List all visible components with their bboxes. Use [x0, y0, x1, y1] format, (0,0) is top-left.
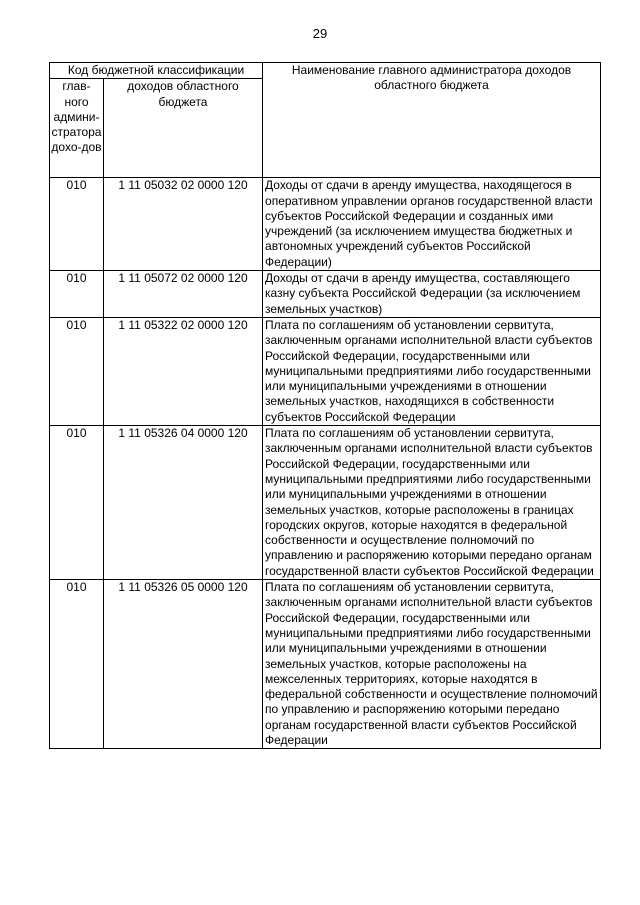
- budget-classification-table: [49, 62, 601, 749]
- regional-budget-income-header: доходов областного бюджета: [104, 79, 263, 178]
- income-code-cell: 1 11 05326 04 0000 120: [104, 426, 263, 580]
- page-number: 29: [312, 26, 328, 41]
- table-row: [50, 426, 601, 580]
- income-name-cell: Плата по соглашениям об установлении сервитута, заключенным органами исполнительной власти субъектов Российской Федерации, государственными или муниципальными предприятиями либо государственными или муниципальными учреждениями в отношении земельных участков, находящихся в собственности субъектов Российской Федерации: [263, 317, 601, 425]
- table-header-row-group: [50, 63, 601, 79]
- administrator-name-header: Наименование главного администратора доходов областного бюджета: [263, 63, 601, 178]
- chief-administrator-header: глав-ного админи-стратора дохо-дов: [50, 79, 104, 178]
- admin-code-cell: 010: [50, 271, 104, 318]
- table-row: [50, 317, 601, 425]
- income-name-cell: Доходы от сдачи в аренду имущества, составляющего казну субъекта Российской Федерации (за исключением земельных участков): [263, 271, 601, 318]
- income-name-cell: Доходы от сдачи в аренду имущества, находящегося в оперативном управлении органов государственной власти субъектов Российской Федерации и созданных ими учреждений (за исключением имущества бюджетных и автономных учреждений субъектов Российской Федерации): [263, 178, 601, 271]
- admin-code-cell: 010: [50, 580, 104, 749]
- admin-code-cell: 010: [50, 426, 104, 580]
- income-code-cell: 1 11 05322 02 0000 120: [104, 317, 263, 425]
- income-code-cell: 1 11 05072 02 0000 120: [104, 271, 263, 318]
- table-row: [50, 580, 601, 749]
- income-name-cell: Плата по соглашениям об установлении сервитута, заключенным органами исполнительной власти субъектов Российской Федерации, государственными или муниципальными предприятиями либо государственными или муниципальными учреждениями в отношении земельных участков, которые расположены в границах городских округов, которые находятся в федеральной собственности и осуществление полномочий по управлению и распоряжению которыми передано органам государственной власти субъектов Российской Федерации: [263, 426, 601, 580]
- income-code-cell: 1 11 05032 02 0000 120: [104, 178, 263, 271]
- admin-code-cell: 010: [50, 317, 104, 425]
- budget-classification-code-header: Код бюджетной классификации: [50, 63, 263, 79]
- income-name-cell: Плата по соглашениям об установлении сервитута, заключенным органами исполнительной власти субъектов Российской Федерации, государственными или муниципальными предприятиями либо государственными или муниципальными учреждениями в отношении земельных участков, которые расположены на межселенных территориях, которые находятся в федеральной собственности и осуществление полномочий по управлению и распоряжению которыми передано органам государственной власти субъектов Российской Федерации: [263, 580, 601, 749]
- admin-code-cell: 010: [50, 178, 104, 271]
- table-row: [50, 271, 601, 318]
- income-code-cell: 1 11 05326 05 0000 120: [104, 580, 263, 749]
- table-row: [50, 178, 601, 271]
